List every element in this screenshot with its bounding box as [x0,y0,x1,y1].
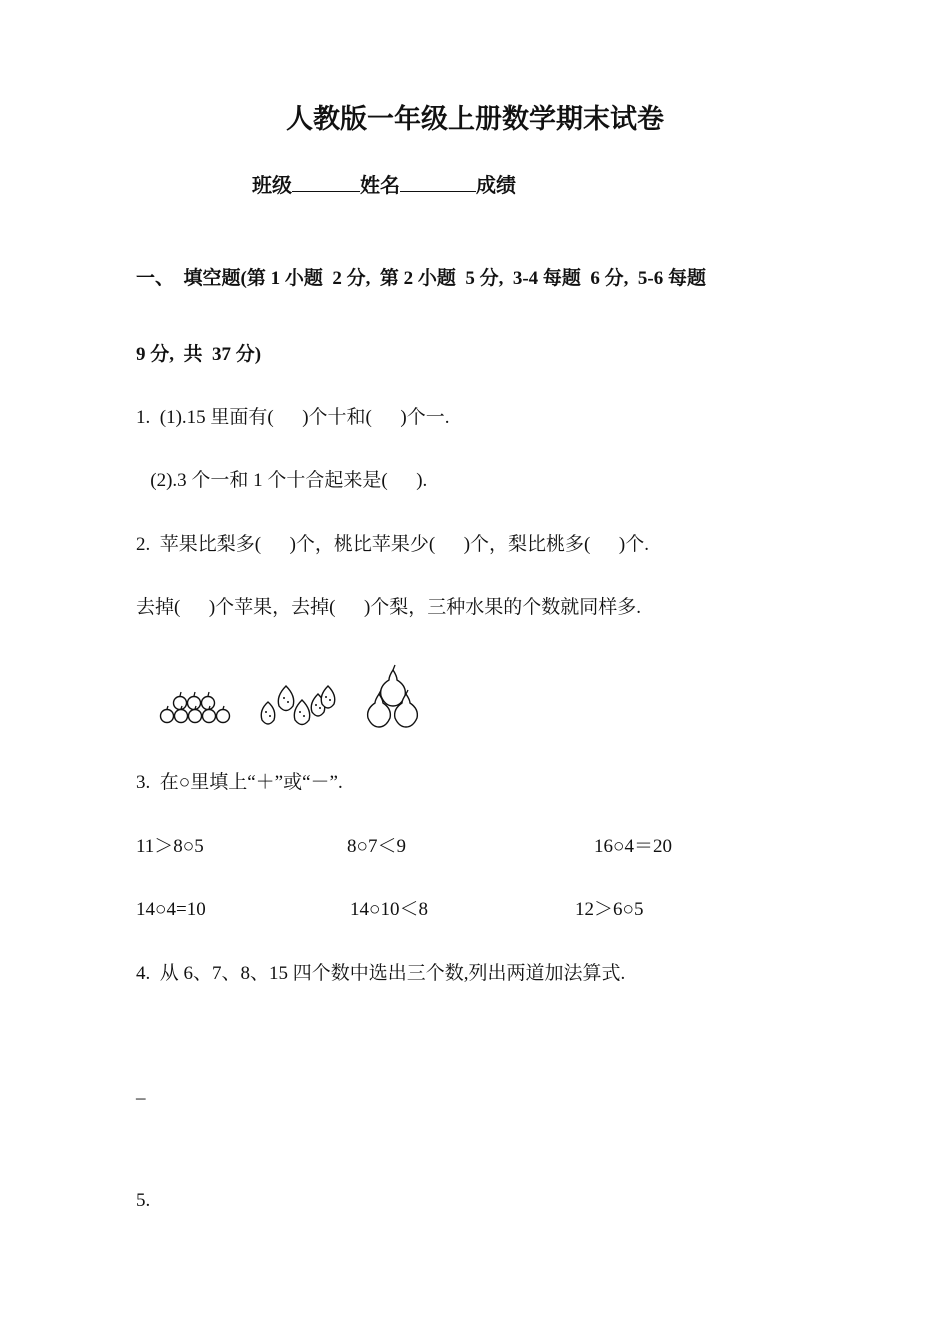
section1-heading-line2: 9 分, 共 37 分) [136,344,262,365]
question-3-prompt: 3. 在○里填上“＋”或“－”. [136,772,343,793]
q3-row2-item2: 14○10＜8 [350,899,428,920]
question-2-line-1: 2. 苹果比梨多( )个，桃比苹果少( )个，梨比桃多( )个. [136,534,649,555]
question-2-line-2: 去掉( )个苹果，去掉( )个梨，三种水果的个数就同样多. [136,597,642,618]
q3-row1-item1: 11＞8○5 [136,836,204,857]
apples-group-icon [158,676,238,736]
question-1-part-1: 1. (1).15 里面有( )个十和( )个一. [136,407,450,428]
question-1-part-2: (2).3 个一和 1 个十合起来是( ). [136,470,428,491]
q3-row1-item3: 16○4＝20 [594,836,672,857]
name-label: 姓名 [360,175,400,197]
question-4-prompt: 4. 从 6、7、8、15 四个数中选出三个数,列出两道加法算式. [136,963,626,984]
class-label: 班级 [252,175,292,197]
q3-row1-item2: 8○7＜9 [347,836,406,857]
question-4-answer-blank[interactable]: _ [136,1081,146,1102]
page-title: 人教版一年级上册数学期末试卷 [286,104,664,134]
peaches-group-icon [254,672,344,732]
question-5-label: 5. [136,1190,151,1211]
score-label: 成绩 [476,175,516,197]
q3-row2-item3: 12＞6○5 [575,899,644,920]
fruit-illustration [150,660,450,726]
class-blank[interactable] [292,171,360,192]
section1-heading-line1: 一、 填空题(第 1 小题 2 分, 第 2 小题 5 分, 3-4 每题 6 分, 5-6 每题 [136,268,706,289]
name-blank[interactable] [400,171,476,192]
pears-group-icon [364,664,424,730]
q3-row2-item1: 14○4=10 [136,899,206,920]
student-info-line [252,171,516,199]
